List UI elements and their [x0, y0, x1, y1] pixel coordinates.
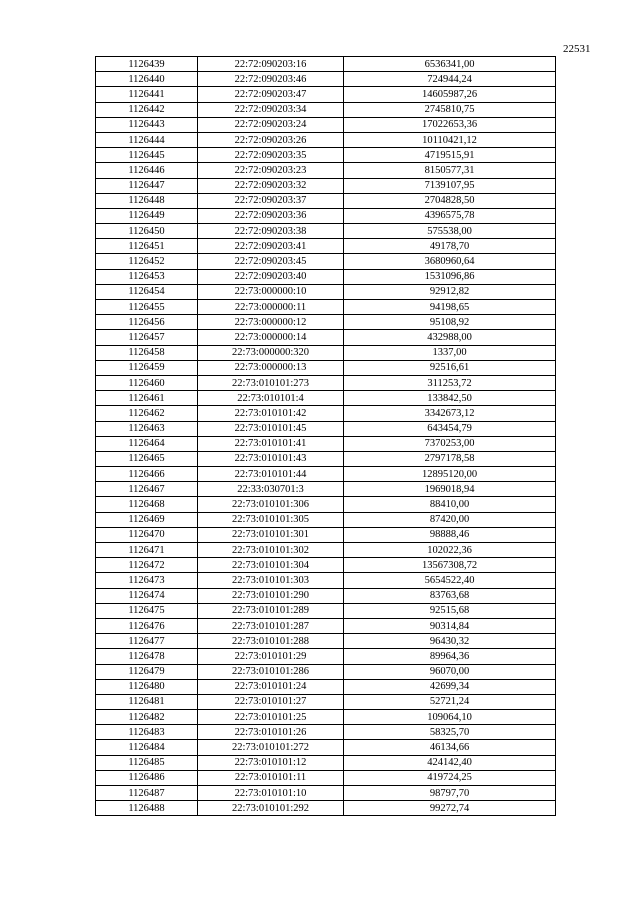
- table-row: [96, 406, 556, 421]
- cadastral-value-cell: 14605987,26: [344, 87, 556, 102]
- cadastral-number-cell: 22:73:010101:41: [198, 436, 344, 451]
- cadastral-value-cell: 58325,70: [344, 725, 556, 740]
- cadastral-number-cell: 22:72:090203:32: [198, 178, 344, 193]
- table-row: [96, 178, 556, 193]
- row-number-cell: 1126461: [96, 391, 198, 406]
- table-row: [96, 786, 556, 801]
- row-number-cell: 1126481: [96, 694, 198, 709]
- table-row: [96, 770, 556, 785]
- table-row: [96, 193, 556, 208]
- cadastral-number-cell: 22:73:010101:304: [198, 558, 344, 573]
- table-row: [96, 360, 556, 375]
- cadastral-number-cell: 22:73:000000:11: [198, 300, 344, 315]
- row-number-cell: 1126457: [96, 330, 198, 345]
- table-row: [96, 694, 556, 709]
- cadastral-number-cell: 22:73:010101:305: [198, 512, 344, 527]
- cadastral-value-cell: 102022,36: [344, 543, 556, 558]
- cadastral-number-cell: 22:73:010101:25: [198, 710, 344, 725]
- cadastral-number-cell: 22:73:010101:292: [198, 801, 344, 816]
- row-number-cell: 1126446: [96, 163, 198, 178]
- cadastral-number-cell: 22:73:010101:24: [198, 679, 344, 694]
- row-number-cell: 1126440: [96, 72, 198, 87]
- cadastral-value-cell: 419724,25: [344, 770, 556, 785]
- table-row: [96, 451, 556, 466]
- cadastral-value-cell: 724944,24: [344, 72, 556, 87]
- row-number-cell: 1126447: [96, 178, 198, 193]
- cadastral-number-cell: 22:73:010101:287: [198, 618, 344, 633]
- cadastral-number-cell: 22:72:090203:46: [198, 72, 344, 87]
- table-row: [96, 755, 556, 770]
- table-row: [96, 208, 556, 223]
- row-number-cell: 1126449: [96, 208, 198, 223]
- cadastral-value-cell: 96430,32: [344, 634, 556, 649]
- row-number-cell: 1126483: [96, 725, 198, 740]
- cadastral-number-cell: 22:73:010101:272: [198, 740, 344, 755]
- row-number-cell: 1126475: [96, 603, 198, 618]
- row-number-cell: 1126452: [96, 254, 198, 269]
- cadastral-number-cell: 22:73:010101:42: [198, 406, 344, 421]
- cadastral-number-cell: 22:73:010101:43: [198, 451, 344, 466]
- row-number-cell: 1126439: [96, 57, 198, 72]
- table-row: [96, 573, 556, 588]
- cadastral-value-cell: 424142,40: [344, 755, 556, 770]
- cadastral-value-cell: 1337,00: [344, 345, 556, 360]
- cadastral-number-cell: 22:72:090203:38: [198, 224, 344, 239]
- cadastral-number-cell: 22:73:010101:11: [198, 770, 344, 785]
- row-number-cell: 1126460: [96, 375, 198, 390]
- table-row: [96, 239, 556, 254]
- cadastral-number-cell: 22:72:090203:40: [198, 269, 344, 284]
- table-row: [96, 375, 556, 390]
- table-row: [96, 527, 556, 542]
- cadastral-number-cell: 22:72:090203:34: [198, 102, 344, 117]
- cadastral-value-cell: 4719515,91: [344, 148, 556, 163]
- row-number-cell: 1126453: [96, 269, 198, 284]
- cadastral-number-cell: 22:72:090203:36: [198, 208, 344, 223]
- table-row: [96, 421, 556, 436]
- row-number-cell: 1126448: [96, 193, 198, 208]
- cadastral-number-cell: 22:73:010101:10: [198, 786, 344, 801]
- cadastral-value-cell: 2704828,50: [344, 193, 556, 208]
- table-row: [96, 148, 556, 163]
- cadastral-number-cell: 22:72:090203:35: [198, 148, 344, 163]
- table-row: [96, 679, 556, 694]
- cadastral-number-cell: 22:72:090203:37: [198, 193, 344, 208]
- cadastral-number-cell: 22:73:000000:320: [198, 345, 344, 360]
- table-row: [96, 102, 556, 117]
- cadastral-number-cell: 22:73:000000:10: [198, 284, 344, 299]
- cadastral-number-cell: 22:73:000000:13: [198, 360, 344, 375]
- cadastral-value-cell: 311253,72: [344, 375, 556, 390]
- cadastral-value-cell: 95108,92: [344, 315, 556, 330]
- row-number-cell: 1126464: [96, 436, 198, 451]
- cadastral-value-cell: 89964,36: [344, 649, 556, 664]
- row-number-cell: 1126472: [96, 558, 198, 573]
- table-row: [96, 436, 556, 451]
- table-row: [96, 284, 556, 299]
- row-number-cell: 1126478: [96, 649, 198, 664]
- cadastral-number-cell: 22:73:010101:289: [198, 603, 344, 618]
- cadastral-number-cell: 22:73:010101:303: [198, 573, 344, 588]
- table-row: [96, 254, 556, 269]
- cadastral-value-cell: 88410,00: [344, 497, 556, 512]
- cadastral-number-cell: 22:72:090203:47: [198, 87, 344, 102]
- table-row: [96, 269, 556, 284]
- cadastral-value-cell: 92515,68: [344, 603, 556, 618]
- row-number-cell: 1126444: [96, 132, 198, 147]
- row-number-cell: 1126485: [96, 755, 198, 770]
- cadastral-number-cell: 22:73:010101:288: [198, 634, 344, 649]
- table-row: [96, 330, 556, 345]
- cadastral-number-cell: 22:73:000000:14: [198, 330, 344, 345]
- cadastral-value-cell: 575538,00: [344, 224, 556, 239]
- row-number-cell: 1126484: [96, 740, 198, 755]
- cadastral-value-cell: 432988,00: [344, 330, 556, 345]
- row-number-cell: 1126462: [96, 406, 198, 421]
- row-number-cell: 1126473: [96, 573, 198, 588]
- cadastral-number-cell: 22:72:090203:26: [198, 132, 344, 147]
- row-number-cell: 1126480: [96, 679, 198, 694]
- cadastral-value-cell: 7370253,00: [344, 436, 556, 451]
- cadastral-number-cell: 22:73:010101:29: [198, 649, 344, 664]
- cadastral-number-cell: 22:73:010101:302: [198, 543, 344, 558]
- table-row: [96, 603, 556, 618]
- cadastral-value-cell: 92516,61: [344, 360, 556, 375]
- row-number-cell: 1126454: [96, 284, 198, 299]
- cadastral-value-cell: 96070,00: [344, 664, 556, 679]
- cadastral-number-cell: 22:73:000000:12: [198, 315, 344, 330]
- table-row: [96, 558, 556, 573]
- table-row: [96, 224, 556, 239]
- table-row: [96, 117, 556, 132]
- cadastral-number-cell: 22:72:090203:45: [198, 254, 344, 269]
- cadastral-value-cell: 4396575,78: [344, 208, 556, 223]
- cadastral-value-cell: 1969018,94: [344, 482, 556, 497]
- cadastral-value-cell: 7139107,95: [344, 178, 556, 193]
- table-row: [96, 315, 556, 330]
- cadastral-value-cell: 92912,82: [344, 284, 556, 299]
- page-number: 22531: [563, 43, 591, 55]
- cadastral-value-cell: 109064,10: [344, 710, 556, 725]
- cadastral-value-cell: 1531096,86: [344, 269, 556, 284]
- row-number-cell: 1126458: [96, 345, 198, 360]
- table-row: [96, 497, 556, 512]
- row-number-cell: 1126463: [96, 421, 198, 436]
- row-number-cell: 1126455: [96, 300, 198, 315]
- table-row: [96, 588, 556, 603]
- cadastral-value-cell: 49178,70: [344, 239, 556, 254]
- cadastral-number-cell: 22:73:010101:44: [198, 467, 344, 482]
- cadastral-value-cell: 10110421,12: [344, 132, 556, 147]
- cadastral-value-cell: 52721,24: [344, 694, 556, 709]
- row-number-cell: 1126442: [96, 102, 198, 117]
- table-row: [96, 710, 556, 725]
- table-row: [96, 543, 556, 558]
- cadastral-value-cell: 99272,74: [344, 801, 556, 816]
- cadastral-value-cell: 46134,66: [344, 740, 556, 755]
- table-row: [96, 801, 556, 816]
- cadastral-number-cell: 22:73:010101:290: [198, 588, 344, 603]
- row-number-cell: 1126486: [96, 770, 198, 785]
- row-number-cell: 1126467: [96, 482, 198, 497]
- row-number-cell: 1126471: [96, 543, 198, 558]
- cadastral-number-cell: 22:73:010101:273: [198, 375, 344, 390]
- cadastral-number-cell: 22:73:010101:306: [198, 497, 344, 512]
- cadastral-value-table: [95, 56, 556, 816]
- row-number-cell: 1126482: [96, 710, 198, 725]
- cadastral-number-cell: 22:73:010101:26: [198, 725, 344, 740]
- row-number-cell: 1126468: [96, 497, 198, 512]
- cadastral-number-cell: 22:73:010101:4: [198, 391, 344, 406]
- cadastral-value-cell: 94198,65: [344, 300, 556, 315]
- row-number-cell: 1126443: [96, 117, 198, 132]
- row-number-cell: 1126441: [96, 87, 198, 102]
- cadastral-number-cell: 22:73:010101:45: [198, 421, 344, 436]
- cadastral-value-cell: 87420,00: [344, 512, 556, 527]
- table-row: [96, 725, 556, 740]
- row-number-cell: 1126477: [96, 634, 198, 649]
- cadastral-value-cell: 6536341,00: [344, 57, 556, 72]
- cadastral-value-cell: 13567308,72: [344, 558, 556, 573]
- cadastral-number-cell: 22:73:010101:301: [198, 527, 344, 542]
- table-row: [96, 634, 556, 649]
- cadastral-value-cell: 643454,79: [344, 421, 556, 436]
- row-number-cell: 1126465: [96, 451, 198, 466]
- table-row: [96, 345, 556, 360]
- cadastral-value-cell: 98797,70: [344, 786, 556, 801]
- table-row: [96, 391, 556, 406]
- table-row: [96, 467, 556, 482]
- cadastral-number-cell: 22:72:090203:24: [198, 117, 344, 132]
- cadastral-value-cell: 2745810,75: [344, 102, 556, 117]
- table-row: [96, 163, 556, 178]
- row-number-cell: 1126456: [96, 315, 198, 330]
- row-number-cell: 1126470: [96, 527, 198, 542]
- cadastral-value-cell: 12895120,00: [344, 467, 556, 482]
- row-number-cell: 1126488: [96, 801, 198, 816]
- table-row: [96, 72, 556, 87]
- cadastral-value-cell: 17022653,36: [344, 117, 556, 132]
- cadastral-value-cell: 5654522,40: [344, 573, 556, 588]
- table-row: [96, 664, 556, 679]
- row-number-cell: 1126451: [96, 239, 198, 254]
- table-row: [96, 87, 556, 102]
- table-row: [96, 300, 556, 315]
- cadastral-number-cell: 22:73:010101:286: [198, 664, 344, 679]
- row-number-cell: 1126459: [96, 360, 198, 375]
- cadastral-number-cell: 22:72:090203:16: [198, 57, 344, 72]
- cadastral-value-cell: 42699,34: [344, 679, 556, 694]
- cadastral-value-cell: 98888,46: [344, 527, 556, 542]
- table-row: [96, 482, 556, 497]
- table-row: [96, 57, 556, 72]
- cadastral-number-cell: 22:73:010101:27: [198, 694, 344, 709]
- cadastral-number-cell: 22:72:090203:23: [198, 163, 344, 178]
- table-row: [96, 512, 556, 527]
- row-number-cell: 1126466: [96, 467, 198, 482]
- row-number-cell: 1126474: [96, 588, 198, 603]
- cadastral-value-cell: 3680960,64: [344, 254, 556, 269]
- cadastral-number-cell: 22:73:010101:12: [198, 755, 344, 770]
- cadastral-value-cell: 8150577,31: [344, 163, 556, 178]
- table-row: [96, 618, 556, 633]
- cadastral-value-cell: 2797178,58: [344, 451, 556, 466]
- table-row: [96, 649, 556, 664]
- cadastral-value-cell: 3342673,12: [344, 406, 556, 421]
- table-row: [96, 132, 556, 147]
- row-number-cell: 1126476: [96, 618, 198, 633]
- cadastral-value-cell: 83763,68: [344, 588, 556, 603]
- cadastral-value-cell: 133842,50: [344, 391, 556, 406]
- row-number-cell: 1126479: [96, 664, 198, 679]
- cadastral-number-cell: 22:72:090203:41: [198, 239, 344, 254]
- cadastral-value-cell: 90314,84: [344, 618, 556, 633]
- row-number-cell: 1126445: [96, 148, 198, 163]
- table-row: [96, 740, 556, 755]
- table-body: [96, 57, 556, 816]
- cadastral-number-cell: 22:33:030701:3: [198, 482, 344, 497]
- row-number-cell: 1126469: [96, 512, 198, 527]
- row-number-cell: 1126450: [96, 224, 198, 239]
- row-number-cell: 1126487: [96, 786, 198, 801]
